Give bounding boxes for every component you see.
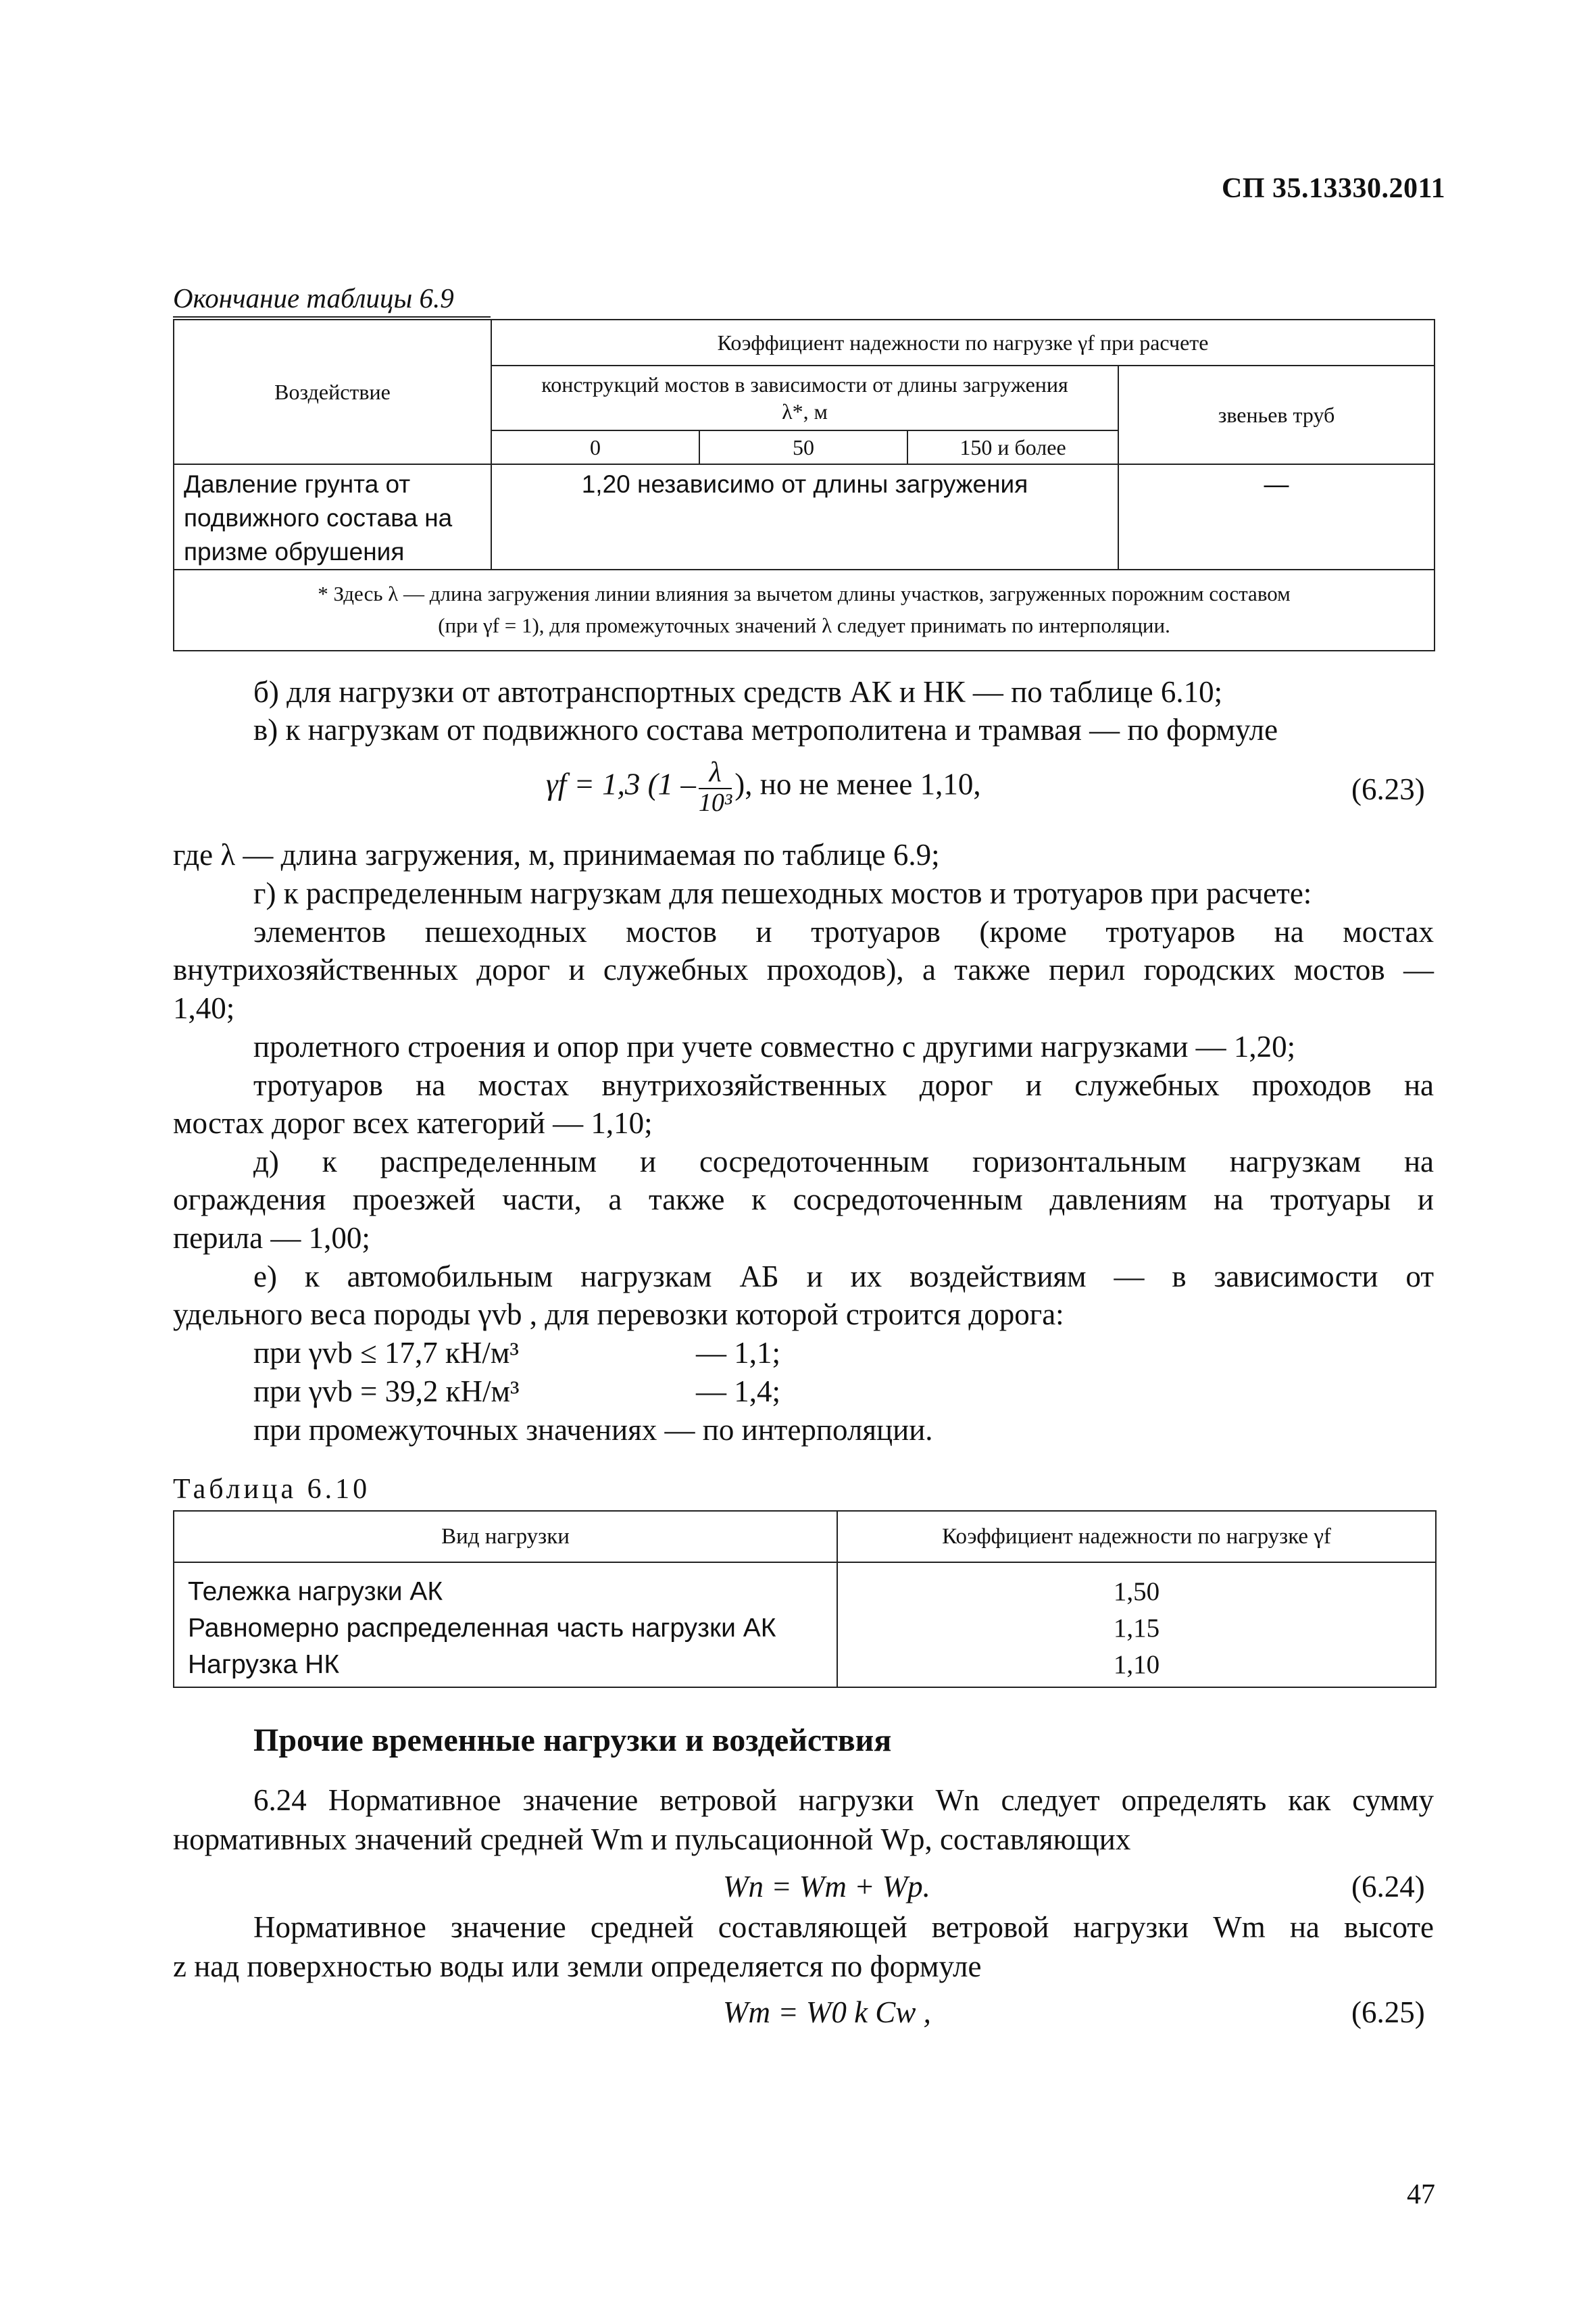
fraction-numerator: λ bbox=[699, 757, 732, 789]
load-type-row: Равномерно распределенная часть нагрузки АК bbox=[188, 1613, 776, 1643]
page-number: 47 bbox=[1407, 2179, 1435, 2210]
header-load-type: Вид нагрузки bbox=[174, 1511, 837, 1562]
equation-number-6-23: (6.23) bbox=[1351, 772, 1425, 806]
load-coefficient-value: 1,10 bbox=[1113, 1649, 1160, 1679]
load-coefficients-cell bbox=[837, 1562, 1436, 1687]
paragraph-6-24-line-1: 6.24 Нормативное значение ветровой нагрузки Wn следует определять как сумму bbox=[253, 1783, 1434, 1817]
header-action: Воздействие bbox=[174, 320, 491, 464]
item-e-line-1: е) к автомобильным нагрузкам АБ и их воздействиям — в зависимости от bbox=[253, 1260, 1434, 1293]
item-v: в) к нагрузкам от подвижного состава метрополитена и трамвая — по формуле bbox=[253, 713, 1278, 747]
where-lambda: где λ — длина загружения, м, принимаемая по таблице 6.9; bbox=[173, 838, 940, 872]
equation-number-6-24: (6.24) bbox=[1351, 1870, 1425, 1903]
paragraph-mean-line-2: z над поверхностью воды или земли определяется по формуле bbox=[173, 1949, 982, 1983]
item-g1-line-3: 1,40; bbox=[173, 991, 235, 1025]
item-b: б) для нагрузки от автотранспортных средств АК и НК — по таблице 6.10; bbox=[253, 675, 1223, 709]
section-title: Прочие временные нагрузки и воздействия bbox=[253, 1722, 892, 1758]
formula-6-24: Wn = Wm + Wp. bbox=[723, 1870, 930, 1903]
document-code: СП 35.13330.2011 bbox=[1222, 173, 1446, 204]
row-action: Давление грунта от подвижного состава на призме обрушения bbox=[174, 464, 491, 570]
item-d-line-1: д) к распределенным и сосредоточенным горизонтальным нагрузкам на bbox=[253, 1145, 1434, 1178]
header-load-coefficient: Коэффициент надежности по нагрузке γf bbox=[837, 1511, 1436, 1562]
item-g1-line-2: внутрихозяйственных дорог и служебных проходов), а также перил городских мостов — bbox=[173, 953, 1434, 987]
formula-6-25: Wm = W0 k Cw , bbox=[723, 1995, 931, 2029]
table-6-9-caption: Окончание таблицы 6.9 bbox=[173, 282, 454, 314]
table-6-10 bbox=[173, 1510, 1437, 1688]
paragraph-mean-line-1: Нормативное значение средней составляющей ветровой нагрузки Wm на высоте bbox=[253, 1910, 1434, 1944]
item-d-line-3: перила — 1,00; bbox=[173, 1221, 370, 1255]
load-coefficient-value: 1,15 bbox=[1113, 1613, 1160, 1643]
load-coefficient-value: 1,50 bbox=[1113, 1577, 1160, 1606]
item-e-case-2: при γvb = 39,2 кН/м³ bbox=[253, 1374, 520, 1408]
row-pipes-value: — bbox=[1118, 464, 1435, 570]
table-6-9 bbox=[173, 319, 1435, 651]
table-footnote bbox=[174, 570, 1435, 651]
table-6-10-caption: Таблица 6.10 bbox=[173, 1474, 371, 1505]
header-length-150: 150 и более bbox=[907, 430, 1118, 464]
item-e-case-1: при γvb ≤ 17,7 кН/м³ bbox=[253, 1336, 519, 1370]
item-g1-line-1: элементов пешеходных мостов и тротуаров (кроме тротуаров на мостах bbox=[253, 915, 1434, 949]
item-g3-line-2: мостах дорог всех категорий — 1,10; bbox=[173, 1106, 653, 1140]
paragraph-6-24-line-2: нормативных значений средней Wm и пульсационной Wp, составляющих bbox=[173, 1822, 1131, 1856]
item-e-case-2-value: — 1,4; bbox=[696, 1374, 781, 1408]
header-length-0: 0 bbox=[491, 430, 699, 464]
footnote-line-1: * Здесь λ — длина загружения линии влияния за вычетом длины участков, загруженных порожним составом bbox=[318, 582, 1291, 606]
header-length-50: 50 bbox=[699, 430, 907, 464]
item-e-case-3: при промежуточных значениях — по интерполяции. bbox=[253, 1413, 933, 1447]
load-type-row: Тележка нагрузки АК bbox=[188, 1577, 443, 1606]
header-coefficient: Коэффициент надежности по нагрузке γf при расчете bbox=[491, 320, 1435, 366]
item-g3-line-1: тротуаров на мостах внутрихозяйственных дорог и служебных проходов на bbox=[253, 1068, 1434, 1102]
formula-6-23-rhs: ), но не менее 1,10, bbox=[734, 767, 981, 801]
formula-6-23-fraction bbox=[699, 757, 732, 818]
load-types-cell bbox=[174, 1562, 837, 1687]
load-type-row: Нагрузка НК bbox=[188, 1649, 340, 1679]
caption-rule bbox=[173, 316, 491, 318]
equation-number-6-25: (6.25) bbox=[1351, 1995, 1425, 2029]
item-e-case-1-value: — 1,1; bbox=[696, 1336, 781, 1370]
footnote-line-2: (при γf = 1), для промежуточных значений λ следует принимать по интерполяции. bbox=[438, 613, 1170, 637]
item-d-line-2: ограждения проезжей части, а также к сосредоточенным давлениям на тротуары и bbox=[173, 1183, 1434, 1216]
fraction-denominator: 10³ bbox=[698, 789, 732, 818]
header-pipes: звеньев труб bbox=[1118, 366, 1435, 464]
formula-6-23-lhs: γf = 1,3 (1 – bbox=[546, 767, 696, 801]
item-e-line-2: удельного веса породы γvb , для перевозки которой строится дорога: bbox=[173, 1297, 1064, 1331]
item-g: г) к распределенным нагрузкам для пешеходных мостов и тротуаров при расчете: bbox=[253, 876, 1312, 910]
item-g2: пролетного строения и опор при учете совместно с другими нагрузками — 1,20; bbox=[253, 1030, 1296, 1064]
header-structures: конструкций мостов в зависимости от длины загружения λ*, м bbox=[491, 366, 1118, 430]
formula-6-23 bbox=[546, 757, 981, 818]
row-structures-value: 1,20 независимо от длины загружения bbox=[491, 464, 1118, 570]
